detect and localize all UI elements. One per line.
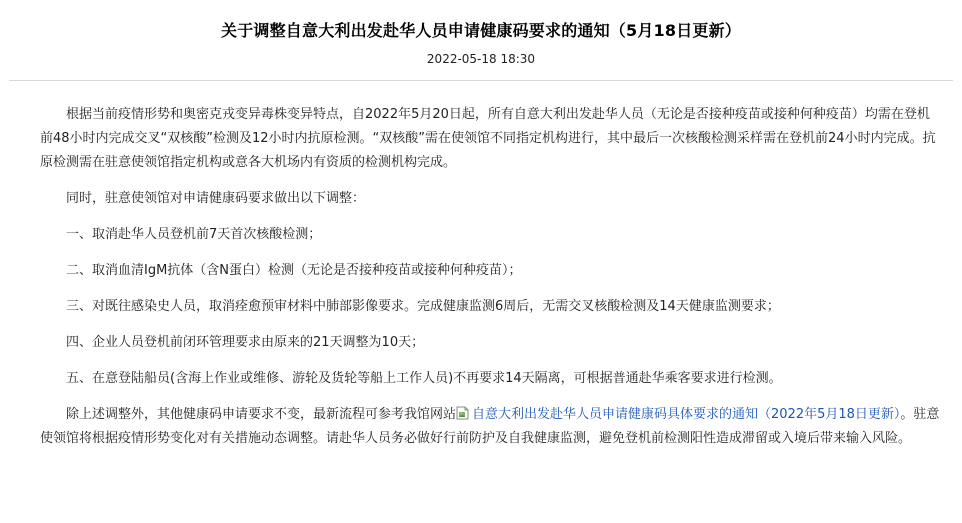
requirements-notice-link[interactable] xyxy=(456,407,900,422)
article-date: 2022-05-18 18:30 xyxy=(426,52,536,66)
closing-text-after-link: 。驻意使领馆将根据疫情形势变化对有关措施动态调整。请赴华人员务必做好行前防护及自我健康监测，避免登机前检测阳性造成滞留或入境后带来输入风险。 xyxy=(40,407,940,446)
intro-paragraph: 根据当前疫情形势和奥密克戎变异毒株变异特点，自2022年5月20日起，所有自意大利出发赴华人员（无论是否接种疫苗或接种何种疫苗）均需在登机前48小时内完成交叉“双核酸”检测及12小时内抗原检测。“双核酸”需在使领馆不同指定机构进行，其中最后一次核酸检测采样需在登机前24小时内完成。抗原检测需在驻意使领馆指定机构或意各大机场内有资质的检测机构完成。 xyxy=(40,107,936,170)
adjustment-item-5: 五、在意登陆船员(含海上作业或维修、游轮及货轮等船上工作人员)不再要求14天隔离，可根据普通赴华乘客要求进行检测。 xyxy=(66,371,782,386)
adjustment-item-4: 四、企业人员登机前闭环管理要求由原来的21天调整为10天； xyxy=(66,335,425,350)
closing-text-before-link: 除上述调整外，其他健康码申请要求不变，最新流程可参考我馆网站 xyxy=(66,407,457,422)
requirements-notice-link-text: 自意大利出发赴华人员申请健康码具体要求的通知（2022年5月18日更新） xyxy=(472,407,901,422)
adjustment-item-1: 一、取消赴华人员登机前7天首次核酸检测； xyxy=(66,227,322,242)
closing-paragraph xyxy=(40,403,942,451)
article-body xyxy=(0,81,962,451)
broken-image-icon xyxy=(456,405,469,419)
adjustment-item-2: 二、取消血清IgM抗体（含N蛋白）检测（无论是否接种疫苗或接种何种疫苗）； xyxy=(66,263,522,278)
adjustment-item-3: 三、对既往感染史人员，取消痊愈预审材料中肺部影像要求。完成健康监测6周后，无需交叉核酸检测及14天健康监测要求； xyxy=(66,299,780,314)
lead-paragraph: 同时，驻意使领馆对申请健康码要求做出以下调整： xyxy=(66,191,366,206)
article-title: 关于调整自意大利出发赴华人员申请健康码要求的通知（5月18日更新） xyxy=(221,21,741,40)
